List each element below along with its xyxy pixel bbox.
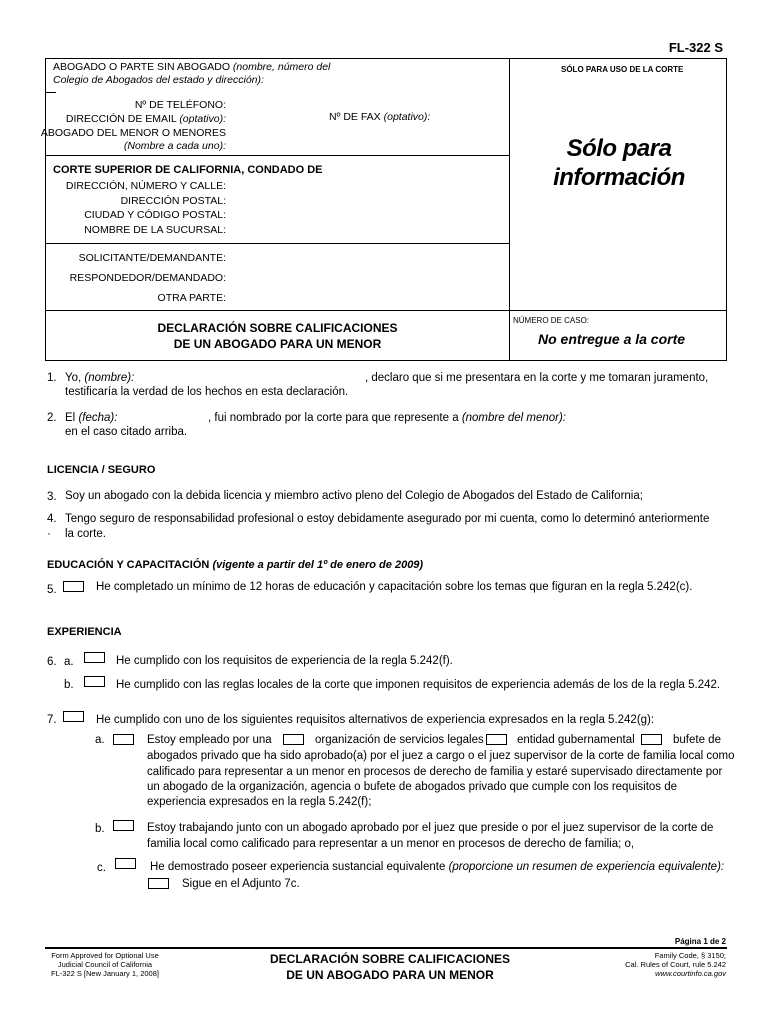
item-3-num: 3.: [47, 491, 57, 503]
footer-left-3: FL-322 S [New January 1, 2008]: [51, 969, 159, 978]
item-4-num: 4.: [47, 513, 57, 525]
header-left-border: [45, 58, 46, 360]
phone-label: Nº DE TELÉFONO:: [134, 99, 226, 111]
item-5-num: 5.: [47, 584, 57, 596]
item-7b-line-1: Estoy trabajando junto con un abogado aprobado por el juez que preside o por el juez supervisor de la corte de: [147, 822, 714, 834]
minor-attorney-note: (Nombre a cada uno):: [123, 140, 226, 152]
item-7a-line-3: calificado para representar a un menor en procesos de derecho de familia y estaré supervisado directamente por: [147, 766, 723, 778]
footer-right-3[interactable]: www.courtinfo.ca.gov: [655, 969, 726, 978]
attorney-dash: [46, 92, 56, 93]
mailing-label: DIRECCIÓN POSTAL:: [120, 195, 226, 207]
item-7b-line-2: familia local como calificado para representar a un menor en procesos de derecho de familia; o,: [147, 838, 635, 850]
item-7a-line-4: un abogado de la organización, agencia o bufete de abogados privado que cumple con los requisitos de: [147, 781, 678, 793]
header-divider: [509, 58, 510, 360]
item-7a-law-firm-checkbox[interactable]: [641, 734, 662, 745]
item-2-line-2: en el caso citado arriba.: [65, 426, 188, 438]
do-not-file: No entregue a la corte: [538, 331, 686, 347]
item-1-num: 1.: [47, 372, 57, 384]
petitioner-label: SOLICITANTE/DEMANDANTE:: [78, 252, 226, 264]
other-party-label: OTRA PARTE:: [157, 292, 226, 304]
email-label: DIRECCIÓN DE EMAIL (optativo):: [65, 113, 226, 125]
item-7a-law-firm: bufete de: [673, 734, 721, 746]
item-7c-attachment: Sigue en el Adjunto 7c.: [182, 878, 300, 890]
doc-title-1: DECLARACIÓN SOBRE CALIFICACIONES: [157, 321, 398, 335]
item-7a-government: entidad gubernamental: [517, 734, 635, 746]
item-1-line-2: testificaría la verdad de los hechos en esta declaración.: [65, 386, 349, 398]
item-6b-text: He cumplido con las reglas locales de la corte que imponen requisitos de experiencia además de los de la regla 5.242.: [116, 679, 721, 691]
item-4-line-2: la corte.: [65, 528, 106, 540]
item-7c-text: He demostrado poseer experiencia sustancial equivalente (proporcione un resumen de experiencia equivalente):: [150, 861, 725, 873]
footer-rule: [45, 947, 727, 949]
item-7a-employed: Estoy empleado por una: [147, 734, 272, 746]
item-6a-text: He cumplido con los requisitos de experiencia de la regla 5.242(f).: [116, 655, 453, 667]
footer-title-1: DECLARACIÓN SOBRE CALIFICACIONES: [269, 952, 510, 966]
attorney-label: ABOGADO O PARTE SIN ABOGADO (nombre, número del: [53, 61, 331, 73]
item-1-declaration: , declaro que si me presentara en la corte y me tomaran juramento,: [365, 372, 709, 384]
item-7a-line-2: abogados privado que ha sido aprobado(a) por el juez a cargo o el juez supervisor de la corte de familia local como: [147, 750, 735, 762]
section-education: EDUCACIÓN Y CAPACITACIÓN (vigente a partir del 1º de enero de 2009): [47, 559, 424, 571]
item-7c-checkbox[interactable]: [115, 858, 136, 869]
section-experience: EXPERIENCIA: [47, 626, 122, 638]
footer-title-2: DE UN ABOGADO PARA UN MENOR: [286, 968, 494, 982]
watermark-informacion: información: [553, 164, 685, 191]
street-label: DIRECCIÓN, NÚMERO Y CALLE:: [65, 180, 226, 192]
item-5-text: He completado un mínimo de 12 horas de educación y capacitación sobre los temas que figuran en la regla 5.242(c).: [96, 581, 693, 593]
footer-left-1: Form Approved for Optional Use: [51, 951, 159, 960]
item-6a-letter: a.: [64, 656, 74, 668]
fax-label: Nº DE FAX (optativo):: [329, 111, 431, 123]
item-2-date: El (fecha):: [65, 412, 118, 424]
form-id: FL-322 S: [668, 40, 723, 55]
item-3-text: Soy un abogado con la debida licencia y miembro activo pleno del Colegio de Abogados del Estado de California;: [65, 490, 643, 502]
item-2-num: 2.: [47, 412, 57, 424]
item-7-text: He cumplido con uno de los siguientes requisitos alternativos de experiencia expresados en la regla 5.242(g):: [96, 714, 655, 726]
item-7a-legal-services: organización de servicios legales: [315, 734, 484, 746]
item-5-checkbox[interactable]: [63, 581, 84, 592]
item-7-num: 7.: [47, 714, 57, 726]
attorney-label-2: Colegio de Abogados del estado y dirección):: [53, 74, 264, 86]
header-bottom-border: [45, 360, 727, 361]
footer-left-2: Judicial Council of California: [57, 960, 153, 969]
item-7b-letter: b.: [95, 823, 105, 835]
attorney-bottom-line: [45, 155, 510, 156]
footer-right-2: Cal. Rules of Court, rule 5.242: [625, 960, 726, 969]
header-right-border: [726, 58, 727, 360]
city-zip-label: CIUDAD Y CÓDIGO POSTAL:: [84, 209, 226, 221]
item-4-bullet: ·: [47, 528, 51, 540]
item-7-checkbox[interactable]: [63, 711, 84, 722]
item-7c-letter: c.: [97, 862, 106, 874]
footer-right-1: Family Code, § 3150;: [654, 951, 726, 960]
page-number: Página 1 de 2: [674, 937, 726, 946]
parties-bottom-line: [45, 310, 727, 311]
item-1-line-1: Yo, (nombre):: [65, 372, 135, 384]
respondent-label: RESPONDEDOR/DEMANDADO:: [69, 272, 226, 284]
item-7a-government-checkbox[interactable]: [486, 734, 507, 745]
item-7a-letter: a.: [95, 734, 105, 746]
court-use-label: SÓLO PARA USO DE LA CORTE: [561, 65, 684, 74]
item-6b-letter: b.: [64, 679, 74, 691]
case-number-label: NÚMERO DE CASO:: [513, 316, 590, 325]
item-7a-checkbox[interactable]: [113, 734, 134, 745]
item-6b-checkbox[interactable]: [84, 676, 105, 687]
section-license: LICENCIA / SEGURO: [47, 464, 156, 476]
item-7c-attachment-checkbox[interactable]: [148, 878, 169, 889]
branch-label: NOMBRE DE LA SUCURSAL:: [84, 224, 226, 236]
item-2-text: , fui nombrado por la corte para que represente a (nombre del menor):: [208, 412, 566, 424]
item-7a-line-5: experiencia expresados en la regla 5.242(f);: [147, 796, 372, 808]
item-7b-checkbox[interactable]: [113, 820, 134, 831]
item-7a-legal-services-checkbox[interactable]: [283, 734, 304, 745]
header-top-border: [45, 58, 727, 59]
minor-attorney-label: ABOGADO DEL MENOR O MENORES: [40, 127, 226, 139]
court-title: CORTE SUPERIOR DE CALIFORNIA, CONDADO DE: [53, 164, 323, 176]
item-6a-checkbox[interactable]: [84, 652, 105, 663]
doc-title-2: DE UN ABOGADO PARA UN MENOR: [173, 337, 382, 351]
court-bottom-line: [45, 243, 510, 244]
item-6-num: 6.: [47, 656, 57, 668]
watermark-solo: Sólo para: [566, 135, 672, 162]
item-4-text: Tengo seguro de responsabilidad profesional o estoy debidamente asegurado por mi cuenta, como lo determinó anteriormente: [65, 513, 710, 525]
